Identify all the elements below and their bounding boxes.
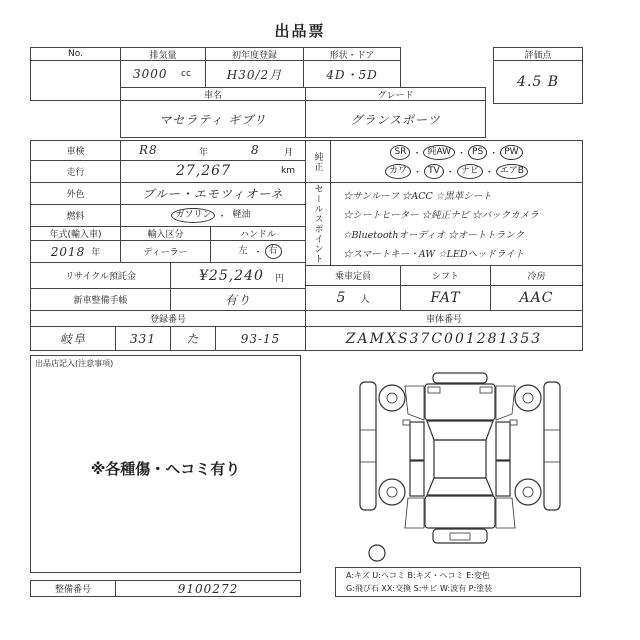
registration-class: 331 <box>115 326 171 351</box>
no-header: No. <box>30 47 121 61</box>
equipment-label: 純正 <box>312 151 323 172</box>
shift-value: FAT <box>400 285 491 311</box>
sales-point-line: ☆Bluetoothオーディオ ☆オートトランク <box>343 229 525 241</box>
grade-value: グランスポーツ <box>305 100 486 138</box>
steering-option-right: 右 <box>265 244 282 259</box>
vin-header: 車体番号 <box>305 310 583 327</box>
equipment-navi: ナビ <box>457 164 483 179</box>
car-diagram <box>355 365 565 565</box>
hub-front-left <box>387 393 397 403</box>
fuel-label: 燃料 <box>30 204 121 227</box>
equipment-separator: ・ <box>412 148 422 159</box>
front-door-right <box>496 422 510 460</box>
damage-legend <box>335 567 581 597</box>
fuel-option-diesel: 軽油 <box>232 210 251 220</box>
aircon-header: 冷房 <box>490 265 583 286</box>
equipment-row-1 <box>390 143 522 162</box>
fuel-cell <box>120 204 306 227</box>
registration-number: 93-15 <box>215 326 306 351</box>
first-registration-header: 初年度登録 <box>205 47 304 61</box>
steering-options <box>234 244 281 259</box>
grade-header: グレード <box>305 87 486 101</box>
steering-option-left: 左 <box>238 246 248 256</box>
seating-cell <box>305 285 401 311</box>
hub-rear-right <box>523 487 533 497</box>
equipment-separator: ・ <box>413 167 423 178</box>
displacement-value: 3000 <box>133 67 168 81</box>
license-plate <box>450 533 470 540</box>
recycle-deposit-unit: 円 <box>275 274 285 284</box>
side-profile-left <box>360 382 376 510</box>
vin-value: ZAMXS37C001281353 <box>305 326 583 351</box>
seating-header: 乗車定員 <box>305 265 401 286</box>
rear-door-left <box>410 461 424 496</box>
equipment-separator: ・ <box>445 167 455 178</box>
wheel-rear-left <box>379 479 405 505</box>
headlight-left <box>428 387 440 393</box>
equipment-genuine-aw: 純AW <box>423 145 455 160</box>
damage-marker-circle <box>369 545 385 561</box>
maintenance-label: 整備番号 <box>30 580 116 597</box>
front-fender-left <box>405 386 424 420</box>
registration-header: 登録番号 <box>30 310 306 327</box>
mileage-value: 27,267 <box>176 163 231 179</box>
equipment-label-cell <box>305 140 331 183</box>
mileage-label: 走行 <box>30 160 121 183</box>
model-year-header: 年式(輸入車) <box>30 226 121 241</box>
notes-label: 出品店記入(注意事項) <box>35 359 114 368</box>
service-book-value: 有り <box>170 288 306 311</box>
wheel-rear-right <box>515 479 541 505</box>
windshield <box>427 421 493 440</box>
registration-kana: た <box>170 326 216 351</box>
sales-points-label-cell <box>305 182 331 266</box>
recycle-deposit-value: ¥25,240 <box>199 268 264 284</box>
rear-window <box>427 478 493 495</box>
displacement-unit: cc <box>181 69 191 79</box>
seating-unit: 人 <box>360 294 370 305</box>
form-title: 出品票 <box>274 22 326 40</box>
no-value-cell <box>30 60 121 101</box>
steering-cell <box>210 240 306 263</box>
model-year-cell <box>30 240 121 263</box>
model-year-value: 2018 <box>50 244 86 259</box>
model-year-unit: 年 <box>91 248 101 258</box>
rear-bumper <box>433 529 487 543</box>
body-doors-header: 形状・ドア <box>303 47 401 61</box>
steering-separator: ・ <box>253 248 263 258</box>
sales-points-label: セールスポイント <box>312 184 323 264</box>
damage-legend-line: G:飛び石 XX:交換 S:サビ W:波有 P:塗装 <box>346 584 493 593</box>
color-value: ブルー・エモツィオーネ <box>120 182 306 205</box>
seating-value: 5 <box>336 290 347 306</box>
equipment-separator: ・ <box>489 148 499 159</box>
recycle-deposit-cell <box>170 262 306 289</box>
equipment-tv: TV <box>424 164 444 179</box>
registration-region: 岐阜 <box>30 326 116 351</box>
wheel-front-right <box>515 385 541 411</box>
import-type-header: 輸入区分 <box>120 226 211 241</box>
side-profile-right <box>544 382 560 510</box>
score-value: 4.5 B <box>493 60 583 104</box>
rear-fender-left <box>405 498 424 528</box>
equipment-leather: カワ <box>385 164 411 179</box>
front-bumper <box>433 373 487 383</box>
equipment-row-2 <box>385 162 528 181</box>
equipment-separator: ・ <box>484 167 494 178</box>
hub-rear-left <box>387 487 397 497</box>
inspection-month-unit: 月 <box>284 148 294 158</box>
inspection-month: 8 <box>251 143 260 157</box>
inspection-label: 車検 <box>30 140 121 161</box>
maintenance-value: 9100272 <box>115 580 301 597</box>
sales-points-cell <box>330 182 583 266</box>
fuel-option-gasoline: ガソリン <box>171 208 215 223</box>
equipment-separator: ・ <box>457 148 467 159</box>
equipment-cell <box>330 140 583 183</box>
damage-legend-line: A:キズ U:ヘコミ B:キズ・ヘコミ E:変色 <box>346 571 490 580</box>
front-door-left <box>410 422 424 460</box>
import-type-value: ディーラー <box>120 240 211 263</box>
body-doors-value: 4D・5D <box>303 60 401 88</box>
sales-point-line: ☆スマートキー・AW ☆LEDヘッドライト <box>343 249 525 261</box>
fuel-options <box>171 208 254 223</box>
inspection-cell <box>120 140 306 161</box>
equipment-ps: PS <box>468 145 487 160</box>
headlight-right <box>480 387 492 393</box>
front-fender-right <box>496 386 515 420</box>
mirror-right <box>510 420 517 425</box>
mileage-cell <box>120 160 306 183</box>
aircon-value: AAC <box>490 285 583 311</box>
sales-point-line: ☆サンルーフ ☆ACC ☆黒革シート <box>343 190 492 202</box>
mileage-unit: km <box>281 166 295 176</box>
steering-header: ハンドル <box>210 226 306 241</box>
car-name-header: 車名 <box>120 87 306 101</box>
inspection-year: R8 <box>139 143 158 157</box>
color-label: 外色 <box>30 182 121 205</box>
equipment-pw: PW <box>500 145 522 160</box>
displacement-header: 排気量 <box>120 47 206 61</box>
equipment-airbag: エアB <box>496 164 528 179</box>
rear-door-right <box>496 461 510 496</box>
wheel-front-left <box>379 385 405 411</box>
roof <box>434 440 486 478</box>
fuel-separator: ・ <box>217 212 227 222</box>
sales-point-line: ☆シートヒーター ☆純正ナビ ☆バックカメラ <box>343 210 539 222</box>
first-registration-value: H30/2月 <box>205 60 304 88</box>
service-book-label: 新車整備手帳 <box>30 288 171 311</box>
car-name-value: マセラティ ギブリ <box>120 100 306 138</box>
shift-header: シフト <box>400 265 491 286</box>
mirror-left <box>403 420 410 425</box>
trunk <box>425 496 495 528</box>
rear-fender-right <box>496 498 515 528</box>
recycle-deposit-label: リサイクル預託金 <box>30 262 171 289</box>
inspection-year-unit: 年 <box>199 148 209 158</box>
hub-front-right <box>523 393 533 403</box>
displacement-cell <box>120 60 206 88</box>
notes-text: ※各種傷・ヘコミ有り <box>90 460 241 478</box>
hood <box>425 384 495 420</box>
score-header: 評価点 <box>493 47 583 61</box>
equipment-sr: SR <box>390 145 410 160</box>
